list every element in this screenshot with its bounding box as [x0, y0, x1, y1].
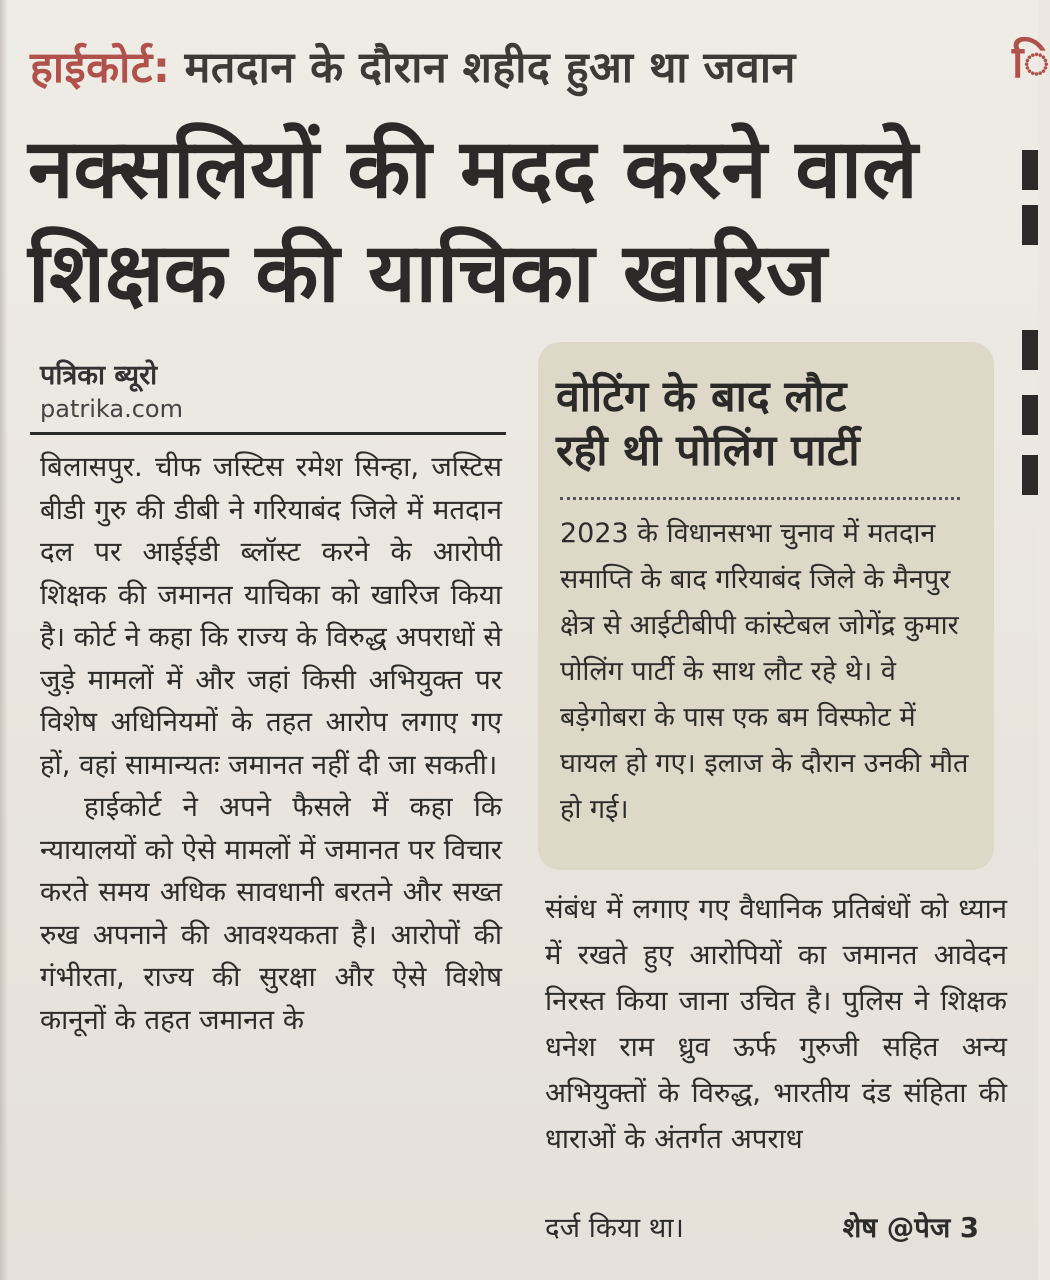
- adjacent-article-edge-mark: [1022, 330, 1038, 370]
- continued-on-page: शेष @पेज 3: [842, 1212, 979, 1244]
- headline-line-2: शिक्षक की याचिका खारिज: [28, 226, 827, 321]
- sidebar-box-body: [560, 511, 972, 833]
- byline-name: पत्रिका ब्यूरो: [40, 360, 158, 391]
- sidebar-heading-line-2: रही थी पोलिंग पार्टी: [556, 426, 860, 476]
- kicker: [30, 36, 796, 95]
- article-last-line: दर्ज किया था।: [545, 1212, 684, 1244]
- kicker-text: मतदान के दौरान शहीद हुआ था जवान: [184, 43, 796, 93]
- page-gutter-shadow: [0, 0, 8, 1280]
- sidebar-box-heading: [556, 370, 976, 478]
- adjacent-article-edge-mark: [1022, 205, 1038, 245]
- article-paragraph-2: हाईकोर्ट ने अपने फैसले में कहा कि न्यायालयों को ऐसे मामलों में जमानत पर विचार करते समय अधिक सावधानी बरतने और सख्त रुख अपनाने की आवश्यकता है। आरोपों की गंभीरता, राज्य की सुरक्षा और ऐसे विशेष कानूनों के तहत जमानत के: [40, 791, 502, 1036]
- sidebar-body-text: 2023 के विधानसभा चुनाव में मतदान समाप्ति के बाद गरियाबंद जिले के मैनपुर क्षेत्र से आईटीबीपी कांस्टेबल जोगेंद्र कुमार पोलिंग पार्टी के साथ लौट रहे थे। वे बड़ेगोबरा के पास एक बम विस्फोट में घायल हो गए। इलाज के दौरान उनकी मौत हो गई।: [560, 518, 969, 825]
- headline-line-1: नक्सलियों की मदद करने वाले: [28, 122, 918, 217]
- column-rule: [30, 432, 506, 435]
- byline-website: patrika.com: [40, 395, 183, 423]
- adjacent-article-edge-glyph: ि: [1012, 37, 1050, 88]
- article-paragraph-1: बिलासपुर. चीफ जस्टिस रमेश सिन्हा, जस्टिस बीडी गुरु की डीबी ने गरियाबंद जिले में मतदान दल पर आईईडी ब्लॉस्ट करने के आरोपी शिक्षक की जमानत याचिका को खारिज किया है। कोर्ट ने कहा कि राज्य के विरुद्ध अपराधों से जुड़े मामलों में और जहां किसी अभियुक्त पर विशेष अधिनियमों के तहत आरोप लगाए गए हों, वहां सामान्यतः जमानत नहीं दी जा सकती।: [40, 451, 502, 781]
- article-right-column: [545, 886, 1007, 1162]
- adjacent-article-edge-mark: [1022, 150, 1038, 190]
- article-final-line: [545, 1208, 1007, 1248]
- kicker-label: हाईकोर्ट: [30, 43, 153, 93]
- article-paragraph-3: संबंध में लगाए गए वैधानिक प्रतिबंधों को ध्यान में रखते हुए आरोपियों का जमानत आवेदन निरस्त किया जाना उचित है। पुलिस ने शिक्षक धनेश राम ध्रुव ऊर्फ गुरुजी सहित अन्य अभियुक्तों के विरुद्ध, भारतीय दंड संहिता की धाराओं के अंतर्गत अपराध: [545, 893, 1007, 1155]
- adjacent-article-edge-mark: [1022, 455, 1038, 495]
- sidebar-heading-line-1: वोटिंग के बाद लौट: [556, 372, 847, 422]
- kicker-separator: :: [152, 43, 171, 93]
- headline: [28, 118, 988, 326]
- adjacent-article-edge-mark: [1022, 395, 1038, 435]
- article-left-column: [40, 446, 502, 1041]
- sidebar-dotted-rule: [560, 497, 960, 500]
